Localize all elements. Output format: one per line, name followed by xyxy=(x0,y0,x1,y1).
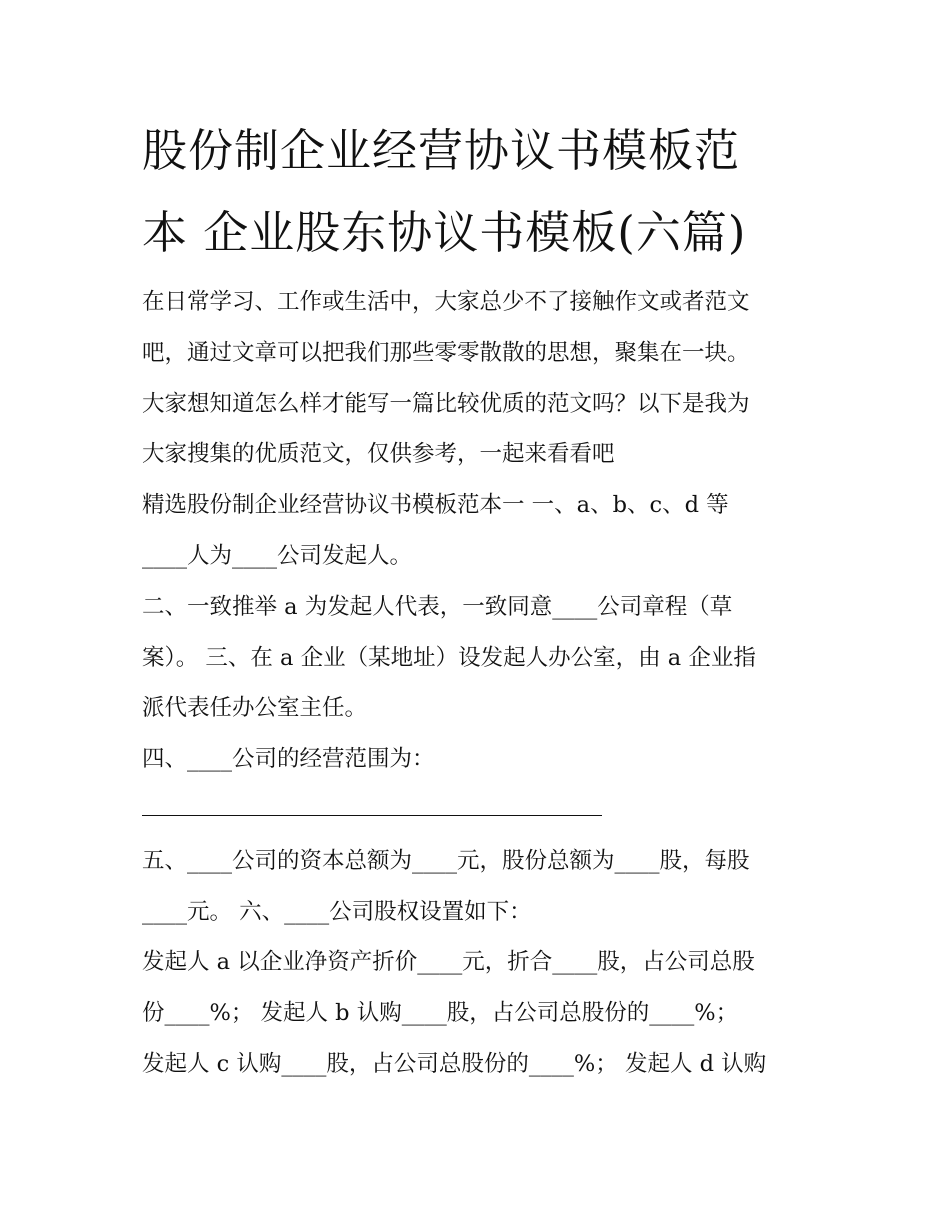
body-line: 五、____公司的资本总额为____元，股份总额为____股，每股 xyxy=(142,847,750,874)
underline-rule xyxy=(142,815,602,816)
body-line: 发起人 a 以企业净资产折价____元，折合____股，占公司总股 xyxy=(142,949,755,976)
body-line: 大家想知道怎么样才能写一篇比较优质的范文吗？以下是我为 xyxy=(142,390,750,417)
document-title xyxy=(142,110,822,274)
title-line-1: 股份制企业经营协议书模板范 xyxy=(142,124,741,177)
body-line: 派代表任办公室主任。 xyxy=(142,695,368,722)
body-line: 在日常学习、工作或生活中，大家总少不了接触作文或者范文 xyxy=(142,289,750,315)
title-line-2: 本 企业股东协议书模板(六篇) xyxy=(142,206,747,259)
body-line: 二、一致推举 a 为发起人代表，一致同意____公司章程（草 xyxy=(142,593,733,620)
body-line: 四、____公司的经营范围为： xyxy=(142,746,435,773)
body-line: ____人为____公司发起人。 xyxy=(142,542,413,569)
blank-fill-line xyxy=(142,785,822,836)
body-line: 吧，通过文章可以把我们那些零零散散的思想，聚集在一块。 xyxy=(142,339,750,366)
body-line: 大家搜集的优质范文，仅供参考，一起来看看吧 xyxy=(142,441,615,468)
body-line: 发起人 c 认购____股，占公司总股份的____%； 发起人 d 认购 xyxy=(142,1050,767,1077)
body-line: 份____%； 发起人 b 认购____股，占公司总股份的____%； xyxy=(142,1000,739,1027)
body-line: 精选股份制企业经营协议书模板范本一 一、a、b、c、d 等 xyxy=(142,492,729,519)
document-body xyxy=(142,277,822,1090)
body-line: ____元。 六、____公司股权设置如下： xyxy=(142,898,532,925)
body-line: 案）。 三、在 a 企业（某地址）设发起人办公室，由 a 企业指 xyxy=(142,644,756,671)
